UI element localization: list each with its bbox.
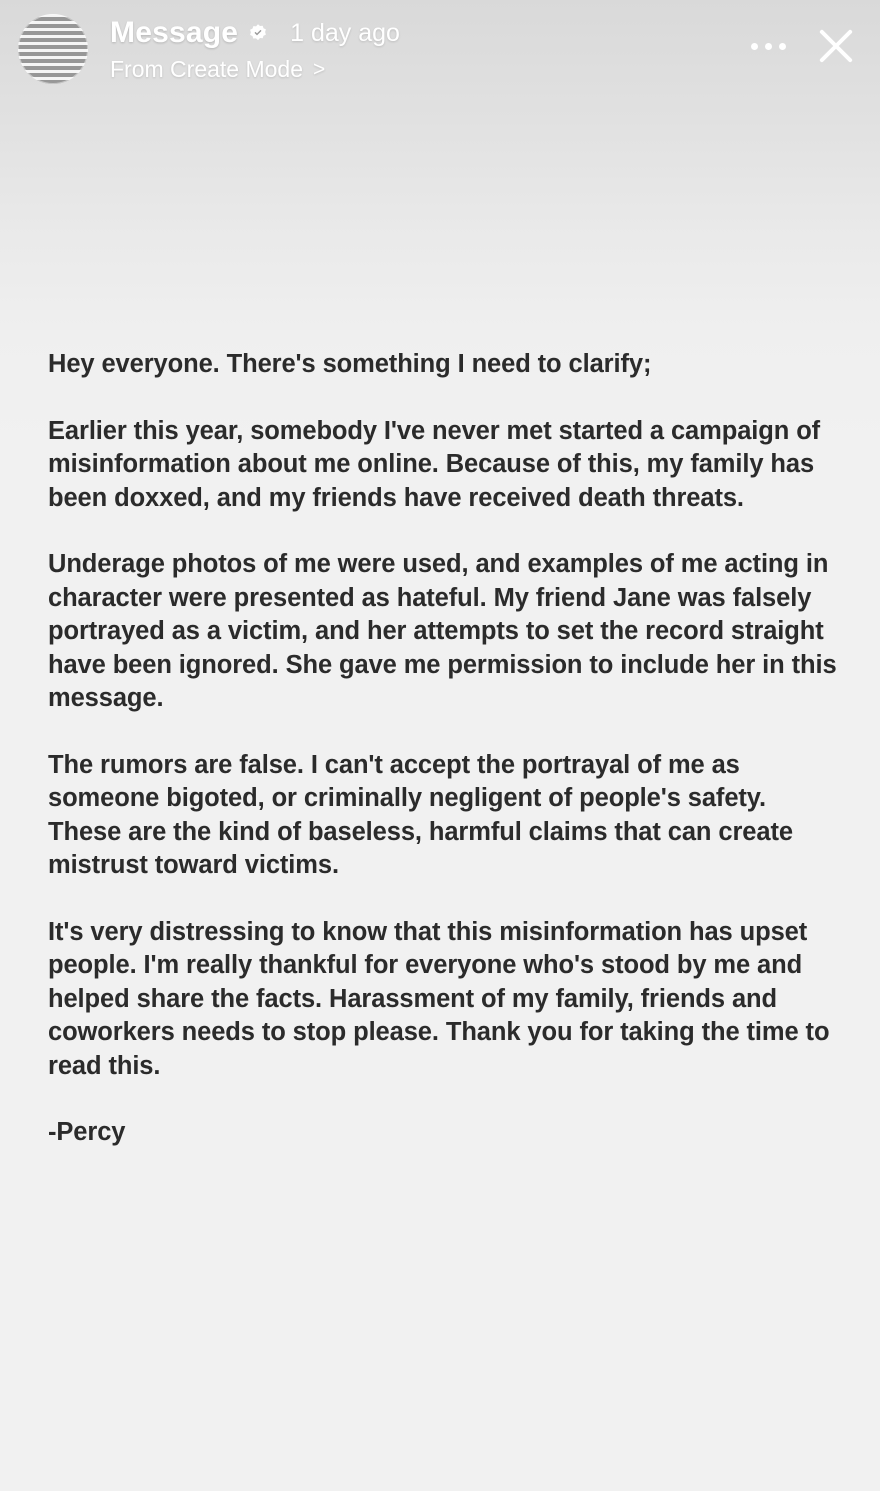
close-icon[interactable] xyxy=(814,24,858,68)
story-text-content xyxy=(48,348,840,1150)
header-actions xyxy=(749,8,858,68)
create-mode-label: From Create Mode xyxy=(110,56,304,82)
story-paragraph: Hey everyone. There's something I need to clarify; xyxy=(48,350,652,378)
verified-badge-icon xyxy=(248,23,268,43)
story-signature: -Percy xyxy=(48,1118,126,1146)
create-mode-link[interactable] xyxy=(110,56,749,83)
more-options-icon[interactable] xyxy=(749,35,788,58)
story-paragraph: Earlier this year, somebody I've never met started a campaign of misinformation about me online. Because of this, my family has been doxxed, and my friends have received death threats. xyxy=(48,416,821,512)
story-paragraph: It's very distressing to know that this misinformation has upset people. I'm really thankful for everyone who's stood by me and helped share the facts. Harassment of my family, friends and coworkers needs to stop please. Thank you for taking the time to read this. xyxy=(48,917,830,1080)
timestamp: 1 day ago xyxy=(290,18,400,47)
story-paragraph: The rumors are false. I can't accept the portrayal of me as someone bigoted, or criminally negligent of people's safety. These are the kind of baseless, harmful claims that can create mistrust toward victims. xyxy=(48,750,793,879)
story-paragraph: Underage photos of me were used, and examples of me acting in character were presented as hateful. My friend Jane was falsely portrayed as a victim, and her attempts to set the record straight have been ignored. She gave me permission to include her in this message. xyxy=(48,550,837,712)
chevron-right-icon: > xyxy=(313,57,326,81)
avatar[interactable] xyxy=(18,14,88,84)
story-header xyxy=(0,0,880,104)
username[interactable]: Message xyxy=(110,16,239,49)
story-author-block xyxy=(110,8,749,83)
author-line xyxy=(110,18,749,48)
